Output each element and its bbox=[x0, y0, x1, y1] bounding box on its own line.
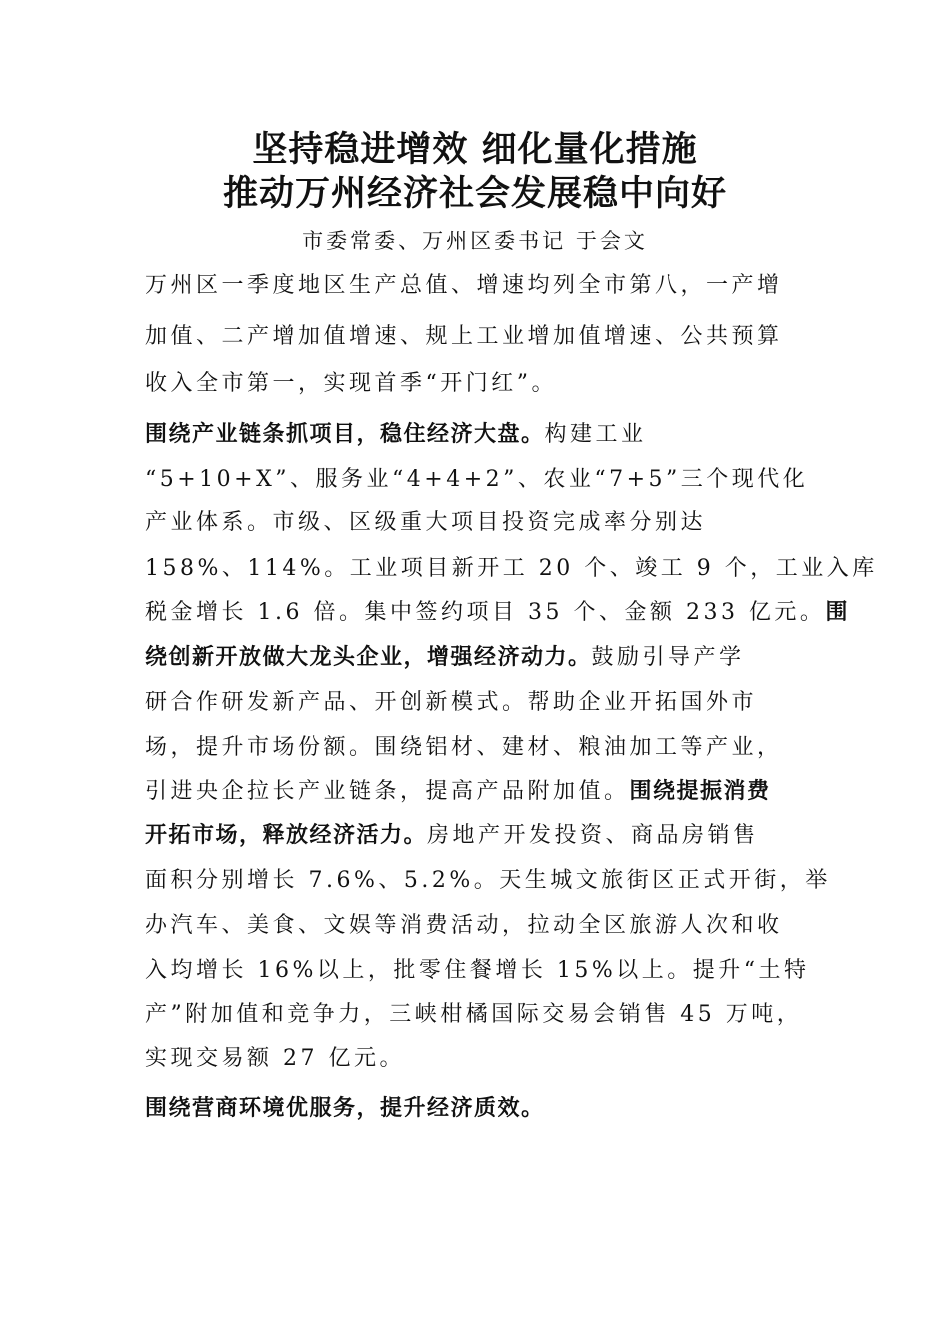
section-1-line-1 bbox=[145, 419, 647, 451]
section-1-text: 构建工业 bbox=[544, 422, 647, 447]
section-2-text-end: 引进央企拉长产业链条，提高产品附加值。 bbox=[145, 779, 630, 804]
section-2-heading-start: 围 bbox=[825, 600, 849, 625]
section-3-line-4: 入均增长 16%以上，批零住餐增长 15%以上。提升“土特 bbox=[145, 958, 810, 983]
section-2-heading: 绕创新开放做大龙头企业，增强经济动力。 bbox=[145, 645, 592, 670]
section-1-heading: 围绕产业链条抓项目，稳住经济大盘。 bbox=[145, 422, 545, 447]
section-2-text: 鼓励引导产学 bbox=[591, 645, 745, 670]
author-byline: 市委常委、万州区委书记 于会文 bbox=[302, 229, 648, 253]
section-2-line-4 bbox=[145, 776, 771, 808]
section-1-line-3: 产业体系。市级、区级重大项目投资完成率分别达 bbox=[145, 510, 707, 535]
section-4-heading: 围绕营商环境优服务，提升经济质效。 bbox=[145, 1096, 545, 1121]
section-3-heading-start: 围绕提振消费 bbox=[629, 779, 771, 804]
section-3-line-5: 产”附加值和竞争力，三峡柑橘国际交易会销售 45 万吨， bbox=[145, 1002, 803, 1027]
section-1-text-end: 税金增长 1.6 倍。集中签约项目 35 个、金额 233 亿元。 bbox=[145, 600, 826, 625]
section-1-line-4: 158%、114%。工业项目新开工 20 个、竣工 9 个，工业入库 bbox=[145, 556, 878, 581]
section-2-line-2: 研合作研发新产品、开创新模式。帮助企业开拓国外市 bbox=[145, 690, 758, 715]
title-line-1: 坚持稳进增效 细化量化措施 bbox=[252, 130, 698, 170]
intro-line-1: 万州区一季度地区生产总值、增速均列全市第八，一产增 bbox=[145, 273, 783, 298]
section-3-line-3: 办汽车、美食、文娱等消费活动，拉动全区旅游人次和收 bbox=[145, 913, 783, 938]
section-3-line-2: 面积分别增长 7.6%、5.2%。天生城文旅街区正式开街，举 bbox=[145, 868, 831, 893]
intro-line-3: 收入全市第一，实现首季“开门红”。 bbox=[145, 371, 557, 396]
title-line-2: 推动万州经济社会发展稳中向好 bbox=[222, 174, 727, 214]
section-2-line-1 bbox=[145, 642, 745, 674]
section-3-line-1 bbox=[145, 820, 759, 852]
section-3-line-6: 实现交易额 27 亿元。 bbox=[145, 1046, 405, 1071]
intro-line-2: 加值、二产增加值增速、规上工业增加值增速、公共预算 bbox=[145, 324, 783, 349]
section-1-line-2: “5+10+X”、服务业“4+4+2”、农业“7+5”三个现代化 bbox=[145, 467, 809, 492]
section-3-heading: 开拓市场，释放经济活力。 bbox=[145, 823, 428, 848]
section-2-line-3: 场，提升市场份额。围绕铝材、建材、粮油加工等产业， bbox=[145, 735, 783, 760]
section-3-text: 房地产开发投资、商品房销售 bbox=[427, 823, 759, 848]
section-1-line-5 bbox=[145, 597, 849, 629]
